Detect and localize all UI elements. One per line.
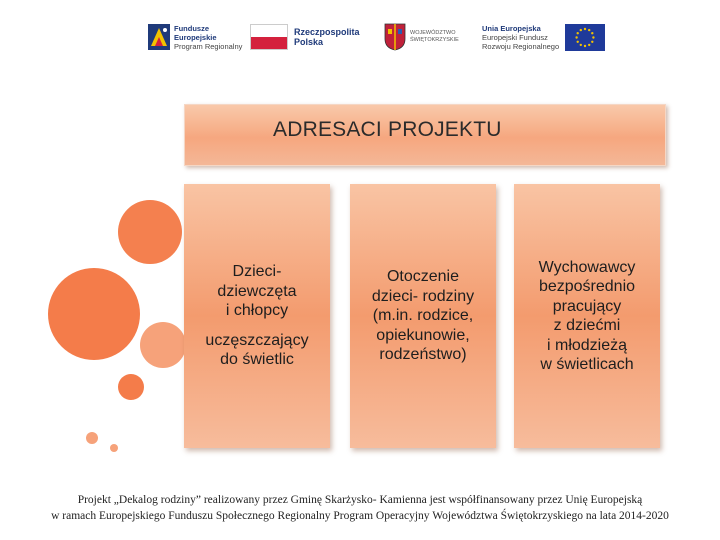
box3-line1: Wychowawcy	[538, 258, 636, 276]
eu-flag-icon	[565, 24, 605, 51]
page-title: ADRESACI PROJEKTU	[273, 118, 502, 141]
unia-europejska-logo	[482, 14, 605, 60]
fundusze-europejskie-icon	[148, 24, 170, 50]
footer-line1: Projekt „Dekalog rodziny” realizowany przez Gminę Skarżysko- Kamienna jest współfinansowany przez Unię Europejską	[77, 494, 643, 506]
woj-line2: ŚWIĘTOKRZYSKIE	[410, 37, 459, 43]
fe-line2: Europejskie	[174, 32, 217, 42]
crest-icon	[384, 23, 406, 51]
fe-line1: Fundusze	[174, 23, 209, 33]
box3-line4: z dziećmi	[553, 317, 621, 334]
box3-line3: pracujący	[552, 297, 622, 315]
polish-flag-icon	[250, 24, 288, 50]
box2-line4: opiekunowie,	[376, 326, 470, 344]
fe-line3: Program Regionalny	[174, 41, 243, 51]
decor-circle-light	[140, 322, 186, 368]
ue-line3: Rozwoju Regionalnego	[482, 41, 560, 51]
ue-line1: Unia Europejska	[482, 23, 541, 33]
rp-line1: Rzeczpospolita	[294, 27, 360, 37]
ue-line2: Europejski Fundusz	[482, 32, 548, 42]
header-banner	[184, 104, 666, 166]
box1-line3: i chłopcy	[225, 302, 289, 320]
box1-line2: dziewczęta	[217, 282, 297, 300]
box-family	[350, 184, 496, 448]
decor-circle-large	[48, 268, 140, 360]
rzeczpospolita-logo	[250, 14, 360, 60]
logo-strip	[0, 14, 720, 60]
box2-line2: dzieci- rodziny	[371, 287, 475, 305]
box1-line4: uczęszczający	[205, 331, 309, 349]
box3-line5: i młodzieżą	[546, 336, 628, 354]
decor-circle-small	[118, 374, 144, 400]
box2-line3: (m.in. rodzice,	[372, 307, 474, 325]
box3-line6: w świetlicach	[540, 356, 634, 373]
box2-line1: Otoczenie	[386, 268, 460, 286]
box2-line5: rodzeństwo)	[379, 346, 467, 364]
footer-line2: w ramach Europejskiego Funduszu Społecznego Regionalny Program Operacyjny Województwa Świętokrzyskiego na lata 2014-2020	[51, 510, 669, 522]
fundusze-europejskie-logo	[148, 14, 242, 60]
box-educators	[514, 184, 660, 448]
decor-circle-dot	[110, 444, 118, 452]
box3-line2: bezpośrednio	[538, 278, 636, 295]
footer	[0, 492, 720, 524]
wojewodztwo-logo	[384, 14, 459, 60]
box-children	[184, 184, 330, 448]
box1-line1: Dzieci-	[232, 263, 282, 281]
decor-circle-tiny	[86, 432, 98, 444]
box1-line5: do świetlic	[220, 351, 294, 369]
decor-circle-medium	[118, 200, 182, 264]
woj-line1: WOJEWÓDZTWO	[410, 30, 456, 36]
rp-line2: Polska	[294, 37, 324, 47]
